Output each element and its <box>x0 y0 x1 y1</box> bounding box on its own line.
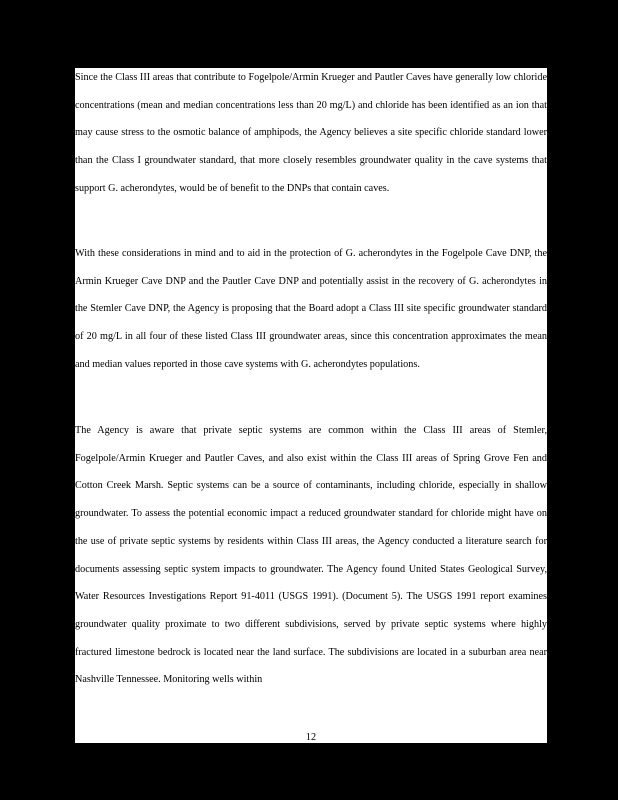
paragraph-septic-systems: The Agency is aware that private septic systems are common within the Class III areas of Stemler, Fogelpole/Armin Krueger and Pautler Caves, and also exist within the Class III areas of Spring Grove Fen and Cotton Creek Marsh. Septic systems can be a source of contaminants, including chloride, especially in shallow groundwater. To assess the potential economic impact a reduced groundwater standard for chloride might have on the use of private septic systems by residents within Class III areas, the Agency conducted a literature search for documents assessing septic system impacts to groundwater. The Agency found United States Geological Survey, Water Resources Investigations Report 91-4011 (USGS 1991). (Document 5). The USGS 1991 report examines groundwater quality proximate to two different subdivisions, served by private septic systems where highly fractured limestone bedrock is located near the land surface. The subdivisions are located in a suburban area near Nashville Tennessee. Monitoring wells within <box>75 425 547 686</box>
paragraph-chloride-background: Since the Class III areas that contribute to Fogelpole/Armin Krueger and Pautler Caves have generally low chloride concentrations (mean and median concentrations less than 20 mg/L) and chloride has been identified as an ion that may cause stress to the osmotic balance of amphipods, the Agency believes a site specific chloride standard lower than the Class I groundwater standard, that more closely resembles groundwater quality in the cave systems that support G. acherondytes, would be of benefit to the DNPs that contain caves. <box>75 72 547 194</box>
paragraph-proposed-standard: With these considerations in mind and to aid in the protection of G. acherondytes in the Fogelpole Cave DNP, the Armin Krueger Cave DNP and the Pautler Cave DNP and potentially assist in the recovery of G. acherondytes in the Stemler Cave DNP, the Agency is proposing that the Board adopt a Class III site specific groundwater standard of 20 mg/L in all four of these listed Class III groundwater areas, since this concentration approximates the mean and median values reported in those cave systems with G. acherondytes populations. <box>75 248 547 370</box>
page-number: 12 <box>305 732 317 743</box>
document-page <box>75 68 547 743</box>
